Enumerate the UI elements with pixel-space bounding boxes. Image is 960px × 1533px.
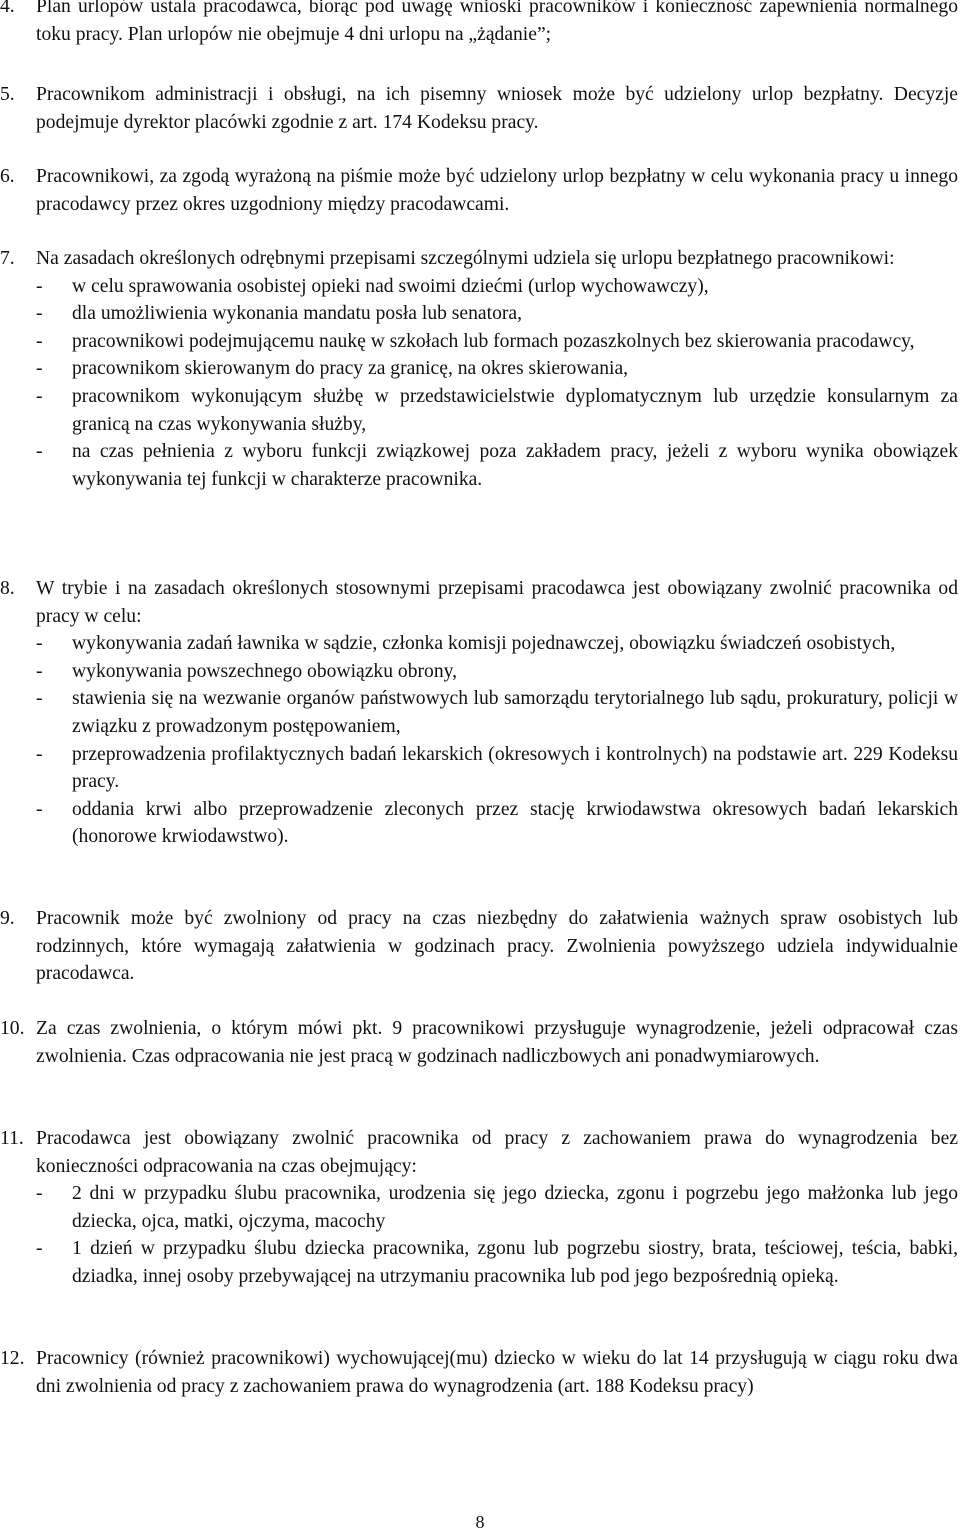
- item-number: 10.: [0, 1018, 25, 1039]
- sub-item: [36, 1235, 958, 1290]
- sub-item: [36, 796, 958, 851]
- page-number: 8: [475, 1512, 485, 1532]
- item-number: 9.: [0, 908, 15, 929]
- sub-item: [36, 355, 958, 383]
- item-text: Na zasadach określonych odrębnymi przepisami szczególnymi udziela się urlopu bezpłatnego pracownikowi:: [36, 248, 895, 269]
- sub-item-text: w celu sprawowania osobistej opieki nad swoimi dziećmi (urlop wychowawczy),: [72, 275, 709, 297]
- sub-item: [36, 300, 958, 328]
- sub-item: [36, 685, 958, 740]
- sub-item: [36, 438, 958, 493]
- list-item: [0, 81, 958, 136]
- sub-item-text: pracownikowi podejmującemu naukę w szkołach lub formach pozaszkolnych bez skierowania pracodawcy,: [72, 330, 915, 352]
- item-number: 5.: [0, 84, 15, 105]
- sub-item-text: oddania krwi albo przeprowadzenie zleconych przez stację krwiodawstwa okresowych badań lekarskich (honorowe krwiodawstwo).: [72, 798, 958, 848]
- item-number: 6.: [0, 166, 15, 187]
- dash-marker: -: [36, 441, 43, 463]
- dash-marker: -: [36, 303, 43, 325]
- sub-item: [36, 1180, 958, 1235]
- dash-marker: -: [36, 275, 43, 297]
- list-item: [0, 245, 958, 493]
- sub-item-text: pracownikom wykonującym służbę w przedstawicielstwie dyplomatycznym lub urzędzie konsularnym za granicą na czas wykonywania służby,: [72, 385, 958, 435]
- item-number: 8.: [0, 578, 15, 599]
- item-text: Za czas zwolnienia, o którym mówi pkt. 9 pracownikowi przysługuje wynagrodzenie, jeżeli odpracował czas zwolnienia. Czas odpracowania nie jest pracą w godzinach nadliczbowych ani ponadwymiarowych.: [36, 1018, 958, 1067]
- item-text: W trybie i na zasadach określonych stosownymi przepisami pracodawca jest obowiązany zwolnić pracownika od pracy w celu:: [36, 578, 958, 627]
- sub-item: [36, 328, 958, 356]
- item-text: Pracodawca jest obowiązany zwolnić pracownika od pracy z zachowaniem prawa do wynagrodzenia bez konieczności odpracowania na czas obejmujący:: [36, 1128, 958, 1177]
- list-item: [0, 575, 958, 851]
- dash-marker: -: [36, 743, 43, 765]
- item-text: Plan urlopów ustala pracodawca, biorąc pod uwagę wnioski pracowników i konieczność zapewnienia normalnego toku pracy. Plan urlopów nie obejmuje 4 dni urlopu na „żądanie”;: [36, 0, 958, 45]
- list-item: [0, 0, 958, 48]
- dash-marker: -: [36, 358, 43, 380]
- list-item: [0, 1345, 958, 1400]
- item-text: Pracownik może być zwolniony od pracy na czas niezbędny do załatwienia ważnych spraw osobistych lub rodzinnych, które wymagają załatwienia w godzinach pracy. Zwolnienia powyższego udziela indywidualnie pracodawca.: [36, 908, 958, 985]
- sub-item-text: wykonywania powszechnego obowiązku obrony,: [72, 660, 458, 682]
- sub-item-text: przeprowadzenia profilaktycznych badań lekarskich (okresowych i kontrolnych) na podstawie art. 229 Kodeksu pracy.: [72, 743, 958, 793]
- dash-marker: -: [36, 660, 43, 682]
- sub-item: [36, 658, 958, 686]
- dash-marker: -: [36, 688, 43, 710]
- sub-item: [36, 273, 958, 301]
- dash-marker: -: [36, 633, 43, 655]
- sub-item-text: pracownikom skierowanym do pracy za granicę, na okres skierowania,: [72, 358, 629, 380]
- item-number: 12.: [0, 1348, 25, 1369]
- dash-marker: -: [36, 385, 43, 407]
- dash-marker: -: [36, 798, 43, 820]
- dash-marker: -: [36, 330, 43, 352]
- sub-item-text: wykonywania zadań ławnika w sądzie, członka komisji pojednawczej, obowiązku świadczeń osobistych,: [72, 633, 896, 655]
- item-text: Pracownikowi, za zgodą wyrażoną na piśmie może być udzielony urlop bezpłatny w celu wykonania pracy u innego pracodawcy przez okres uzgodniony między pracodawcami.: [36, 166, 958, 215]
- sub-item: [36, 630, 958, 658]
- item-text: Pracownicy (również pracownikowi) wychowującej(mu) dziecko w wieku do lat 14 przysługują w ciągu roku dwa dni zwolnienia od pracy z zachowaniem prawa do wynagrodzenia (art. 188 Kodeksu pracy): [36, 1348, 958, 1397]
- sub-item-text: stawienia się na wezwanie organów państwowych lub samorządu terytorialnego lub sądu, prokuratury, policji w związku z prowadzonym postępowaniem,: [72, 688, 958, 737]
- sub-item-text: 1 dzień w przypadku ślubu dziecka pracownika, zgonu lub pogrzebu siostry, brata, teściowej, teścia, babki, dziadka, innej osoby przebywającej na utrzymaniu pracownika lub pod jego bezpośrednią opieką.: [72, 1238, 958, 1287]
- list-item: [0, 905, 958, 988]
- item-number: 7.: [0, 248, 15, 269]
- item-number: 4.: [0, 0, 15, 17]
- dash-marker: -: [36, 1183, 43, 1205]
- sub-item-text: dla umożliwienia wykonania mandatu posła lub senatora,: [72, 303, 522, 325]
- list-item: [0, 1015, 958, 1070]
- sub-item: [36, 741, 958, 796]
- sub-item-text: na czas pełnienia z wyboru funkcji związkowej poza zakładem pracy, jeżeli z wyboru wynika obowiązek wykonywania tej funkcji w charakterze pracownika.: [72, 441, 958, 490]
- sub-item-text: 2 dni w przypadku ślubu pracownika, urodzenia się jego dziecka, zgonu i pogrzebu jego małżonka lub jego dziecka, ojca, matki, ojczyma, macochy: [72, 1183, 958, 1232]
- item-text: Pracownikom administracji i obsługi, na ich pisemny wniosek może być udzielony urlop bezpłatny. Decyzje podejmuje dyrektor placówki zgodnie z art. 174 Kodeksu pracy.: [36, 84, 958, 133]
- list-item: [0, 163, 958, 218]
- item-number: 11.: [0, 1128, 24, 1149]
- list-item: [0, 1125, 958, 1291]
- dash-marker: -: [36, 1238, 43, 1260]
- sub-item: [36, 383, 958, 438]
